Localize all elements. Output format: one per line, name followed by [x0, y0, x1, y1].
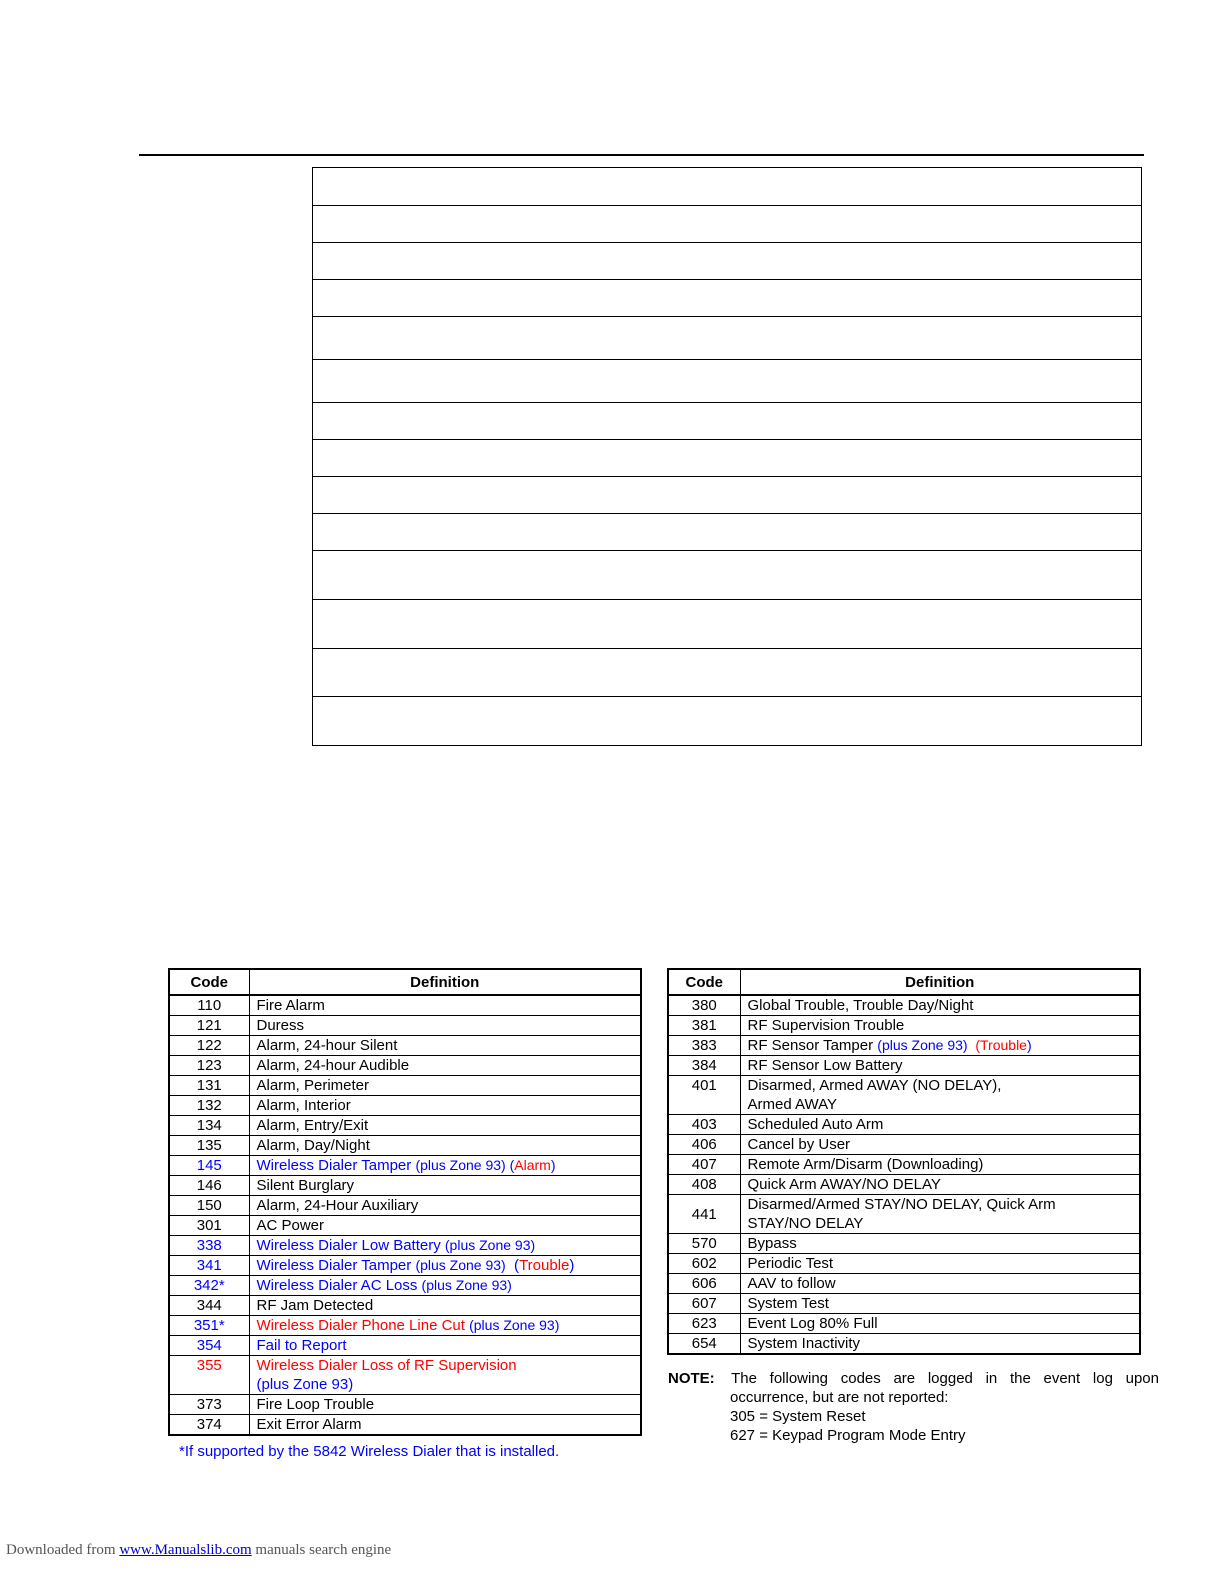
table-row [668, 1056, 1140, 1076]
event-code: 122 [169, 1036, 249, 1056]
definition-text: Alarm [514, 1157, 551, 1173]
definition-text: Alarm, Perimeter [256, 1077, 370, 1094]
empty-table-cell [313, 440, 1142, 477]
footer-suffix: manuals search engine [251, 1542, 392, 1558]
event-code: 341 [169, 1256, 249, 1276]
event-code: 607 [668, 1294, 740, 1314]
table-row [169, 1236, 641, 1256]
event-definition [249, 1276, 641, 1296]
table-row [169, 1156, 641, 1176]
event-code: 145 [169, 1156, 249, 1176]
empty-table-cell [313, 360, 1142, 403]
empty-table-cell [313, 649, 1142, 697]
event-definition [740, 1175, 1140, 1195]
event-code: 401 [668, 1076, 740, 1115]
definition-text: Scheduled Auto Arm [747, 1116, 884, 1133]
event-definition [249, 1415, 641, 1436]
definition-text: System Inactivity [747, 1335, 861, 1352]
event-definition [249, 1116, 641, 1136]
table-row [169, 1395, 641, 1415]
table-row [668, 1155, 1140, 1175]
event-definition [249, 1336, 641, 1356]
note-item: 627 = Keypad Program Mode Entry [730, 1427, 966, 1444]
definition-text: (plus Zone 93) [444, 1237, 536, 1253]
empty-table-row [313, 551, 1142, 600]
empty-table-row [313, 477, 1142, 514]
definition-text: RF Sensor Low Battery [747, 1057, 903, 1074]
event-code: 406 [668, 1135, 740, 1155]
definition-text: Alarm, 24-hour Audible [256, 1057, 410, 1074]
event-code: 121 [169, 1016, 249, 1036]
table-row [668, 1334, 1140, 1355]
definition-text: (plus Zone 93) [415, 1157, 506, 1173]
event-definition [740, 1254, 1140, 1274]
definition-text: Quick Arm AWAY/NO DELAY [747, 1176, 941, 1193]
table-row [668, 1115, 1140, 1135]
event-definition [740, 1036, 1140, 1056]
event-definition [740, 1076, 1140, 1115]
definition-text: Global Trouble, Trouble Day/Night [747, 997, 974, 1014]
event-definition [740, 1115, 1140, 1135]
table-row [668, 1016, 1140, 1036]
event-code: 344 [169, 1296, 249, 1316]
event-definition [249, 1156, 641, 1176]
event-code: 374 [169, 1415, 249, 1436]
table-row [668, 1234, 1140, 1254]
definition-text: (plus Zone 93) [421, 1277, 512, 1293]
table-row [169, 1336, 641, 1356]
table-row [169, 1415, 641, 1436]
event-code: 135 [169, 1136, 249, 1156]
note-item: 305 = System Reset [730, 1408, 866, 1425]
table-row [668, 1195, 1140, 1234]
definition-text: Alarm, Day/Night [256, 1137, 370, 1154]
event-code: 351* [169, 1316, 249, 1336]
empty-table-cell [313, 243, 1142, 280]
definition-text: (plus Zone 93) [469, 1317, 560, 1333]
event-code: 602 [668, 1254, 740, 1274]
definition-text: ( [505, 1257, 520, 1274]
event-code: 381 [668, 1016, 740, 1036]
manualslib-link[interactable]: www.Manualslib.com [119, 1542, 252, 1558]
empty-table-row [313, 403, 1142, 440]
definition-text: (plus Zone 93) [256, 1376, 354, 1393]
event-code: 570 [668, 1234, 740, 1254]
table-row [169, 1116, 641, 1136]
event-definition [249, 1096, 641, 1116]
table-row [668, 1294, 1140, 1314]
empty-table-row [313, 440, 1142, 477]
definition-text: ( [967, 1037, 981, 1053]
definition-text: ) [550, 1157, 556, 1173]
table-row [668, 1254, 1140, 1274]
table-row [169, 1176, 641, 1196]
table-row [668, 1076, 1140, 1115]
event-code: 355 [169, 1356, 249, 1395]
event-code: 380 [668, 995, 740, 1016]
event-codes-table-right [667, 968, 1141, 1355]
note-line-2: occurrence, but are not reported: [730, 1389, 949, 1406]
definition-text: Periodic Test [747, 1255, 834, 1272]
definition-text: Alarm, Entry/Exit [256, 1117, 369, 1134]
column-header-definition: Definition [249, 969, 641, 995]
definition-text: RF Sensor Tamper [747, 1037, 878, 1054]
table-row [169, 1276, 641, 1296]
definition-text: Fire Loop Trouble [256, 1396, 375, 1413]
table-row [169, 1296, 641, 1316]
table-row [169, 1016, 641, 1036]
definition-text: Wireless Dialer Low Battery [256, 1237, 445, 1254]
event-code: 441 [668, 1195, 740, 1234]
event-definition [249, 1256, 641, 1276]
event-definition [249, 1136, 641, 1156]
event-code: 342* [169, 1276, 249, 1296]
definition-text: Wireless Dialer Tamper [256, 1157, 416, 1174]
empty-table-row [313, 280, 1142, 317]
event-code: 606 [668, 1274, 740, 1294]
table-row [169, 1356, 641, 1395]
empty-table-cell [313, 600, 1142, 649]
table-row [169, 1076, 641, 1096]
event-definition [740, 1234, 1140, 1254]
empty-table-row [313, 206, 1142, 243]
note-block [668, 1369, 1159, 1445]
event-code: 123 [169, 1056, 249, 1076]
event-definition [249, 1216, 641, 1236]
event-code: 383 [668, 1036, 740, 1056]
event-definition [740, 1135, 1140, 1155]
empty-table-row [313, 360, 1142, 403]
empty-table-cell [313, 551, 1142, 600]
event-code: 146 [169, 1176, 249, 1196]
event-code: 654 [668, 1334, 740, 1355]
empty-table-row [313, 317, 1142, 360]
empty-table-cell [313, 206, 1142, 243]
table-row [169, 1216, 641, 1236]
column-header-definition: Definition [740, 969, 1140, 995]
table-row [668, 1036, 1140, 1056]
definition-text: Event Log 80% Full [747, 1315, 878, 1332]
definition-text: Exit Error Alarm [256, 1416, 362, 1433]
event-definition [740, 995, 1140, 1016]
event-code: 623 [668, 1314, 740, 1334]
event-definition [249, 1176, 641, 1196]
event-definition [249, 1056, 641, 1076]
event-codes-table-left [168, 968, 642, 1436]
event-definition [249, 1016, 641, 1036]
event-code: 131 [169, 1076, 249, 1096]
empty-table-row [313, 243, 1142, 280]
definition-text: Duress [256, 1017, 305, 1034]
definition-text: RF Supervision Trouble [747, 1017, 905, 1034]
event-definition [740, 1314, 1140, 1334]
table-row [169, 1316, 641, 1336]
empty-table-cell [313, 697, 1142, 746]
event-definition [740, 1334, 1140, 1355]
definition-text: AC Power [256, 1217, 325, 1234]
event-code: 134 [169, 1116, 249, 1136]
empty-table-cell [313, 280, 1142, 317]
definition-text: ) [1026, 1037, 1032, 1053]
definition-text: (plus Zone 93) [415, 1257, 506, 1273]
column-header-code: Code [169, 969, 249, 995]
event-code: 150 [169, 1196, 249, 1216]
definition-text: Wireless Dialer Loss of RF Supervision [256, 1357, 517, 1374]
table-row [668, 1135, 1140, 1155]
event-definition [249, 1356, 641, 1395]
definition-text: Wireless Dialer AC Loss [256, 1277, 422, 1294]
empty-table-cell [313, 514, 1142, 551]
event-definition [740, 1056, 1140, 1076]
empty-table [312, 167, 1142, 746]
event-definition [740, 1274, 1140, 1294]
event-definition [249, 1036, 641, 1056]
table-row [668, 1314, 1140, 1334]
note-label: NOTE: [668, 1370, 715, 1387]
empty-table-cell [313, 317, 1142, 360]
definition-text: STAY/NO DELAY [747, 1215, 864, 1232]
event-code: 301 [169, 1216, 249, 1236]
definition-text: AAV to follow [747, 1275, 836, 1292]
definition-text: Alarm, 24-hour Silent [256, 1037, 398, 1054]
top-rule [139, 154, 1144, 156]
table-row [169, 1136, 641, 1156]
event-definition [740, 1016, 1140, 1036]
event-definition [249, 1196, 641, 1216]
event-code: 403 [668, 1115, 740, 1135]
note-line-1: The following codes are logged in the event log upon [731, 1370, 1159, 1387]
event-definition [249, 1296, 641, 1316]
event-code: 338 [169, 1236, 249, 1256]
definition-text: Fire Alarm [256, 997, 325, 1014]
definition-text: Alarm, Interior [256, 1097, 351, 1114]
definition-text: Wireless Dialer Tamper [256, 1257, 416, 1274]
event-code: 110 [169, 995, 249, 1016]
definition-text: Remote Arm/Disarm (Downloading) [747, 1156, 984, 1173]
table-row [169, 995, 641, 1016]
definition-text: Cancel by User [747, 1136, 851, 1153]
event-code: 408 [668, 1175, 740, 1195]
table-row [169, 1196, 641, 1216]
definition-text: Alarm, 24-Hour Auxiliary [256, 1197, 419, 1214]
table-row [668, 995, 1140, 1016]
definition-text: (plus Zone 93) [877, 1037, 968, 1053]
empty-table-row [313, 514, 1142, 551]
event-definition [249, 1236, 641, 1256]
event-code: 354 [169, 1336, 249, 1356]
definition-text: Wireless Dialer Phone Line Cut [256, 1317, 470, 1334]
table-row [169, 1096, 641, 1116]
event-code: 407 [668, 1155, 740, 1175]
table-row [169, 1256, 641, 1276]
download-footer [6, 1542, 391, 1559]
footer-prefix: Downloaded from [6, 1542, 120, 1558]
definition-text: Armed AWAY [747, 1096, 837, 1113]
empty-table-row [313, 168, 1142, 206]
footnote: *If supported by the 5842 Wireless Dialer that is installed. [179, 1443, 560, 1460]
event-definition [249, 1395, 641, 1415]
definition-text: Silent Burglary [256, 1177, 355, 1194]
empty-table-row [313, 697, 1142, 746]
table-row [169, 1036, 641, 1056]
definition-text: Disarmed, Armed AWAY (NO DELAY), [747, 1077, 1002, 1094]
event-definition [740, 1155, 1140, 1175]
definition-text: RF Jam Detected [256, 1297, 374, 1314]
event-code: 373 [169, 1395, 249, 1415]
table-row [668, 1274, 1140, 1294]
definition-text: ( [505, 1157, 515, 1173]
definition-text: Trouble [519, 1257, 570, 1274]
definition-text: System Test [747, 1295, 829, 1312]
definition-text: ) [569, 1257, 575, 1274]
event-definition [740, 1294, 1140, 1314]
empty-table-row [313, 600, 1142, 649]
empty-table-cell [313, 403, 1142, 440]
empty-table-cell [313, 168, 1142, 206]
event-definition [249, 1316, 641, 1336]
empty-table-row [313, 649, 1142, 697]
column-header-code: Code [668, 969, 740, 995]
table-row [668, 1175, 1140, 1195]
event-code: 384 [668, 1056, 740, 1076]
event-definition [249, 1076, 641, 1096]
definition-text: Bypass [747, 1235, 797, 1252]
note-first-line [668, 1369, 1159, 1388]
definition-text: Disarmed/Armed STAY/NO DELAY, Quick Arm [747, 1196, 1056, 1213]
empty-table-cell [313, 477, 1142, 514]
event-definition [249, 995, 641, 1016]
definition-text: Fail to Report [256, 1337, 347, 1354]
event-definition [740, 1195, 1140, 1234]
definition-text: Trouble [980, 1037, 1027, 1053]
event-code: 132 [169, 1096, 249, 1116]
table-row [169, 1056, 641, 1076]
